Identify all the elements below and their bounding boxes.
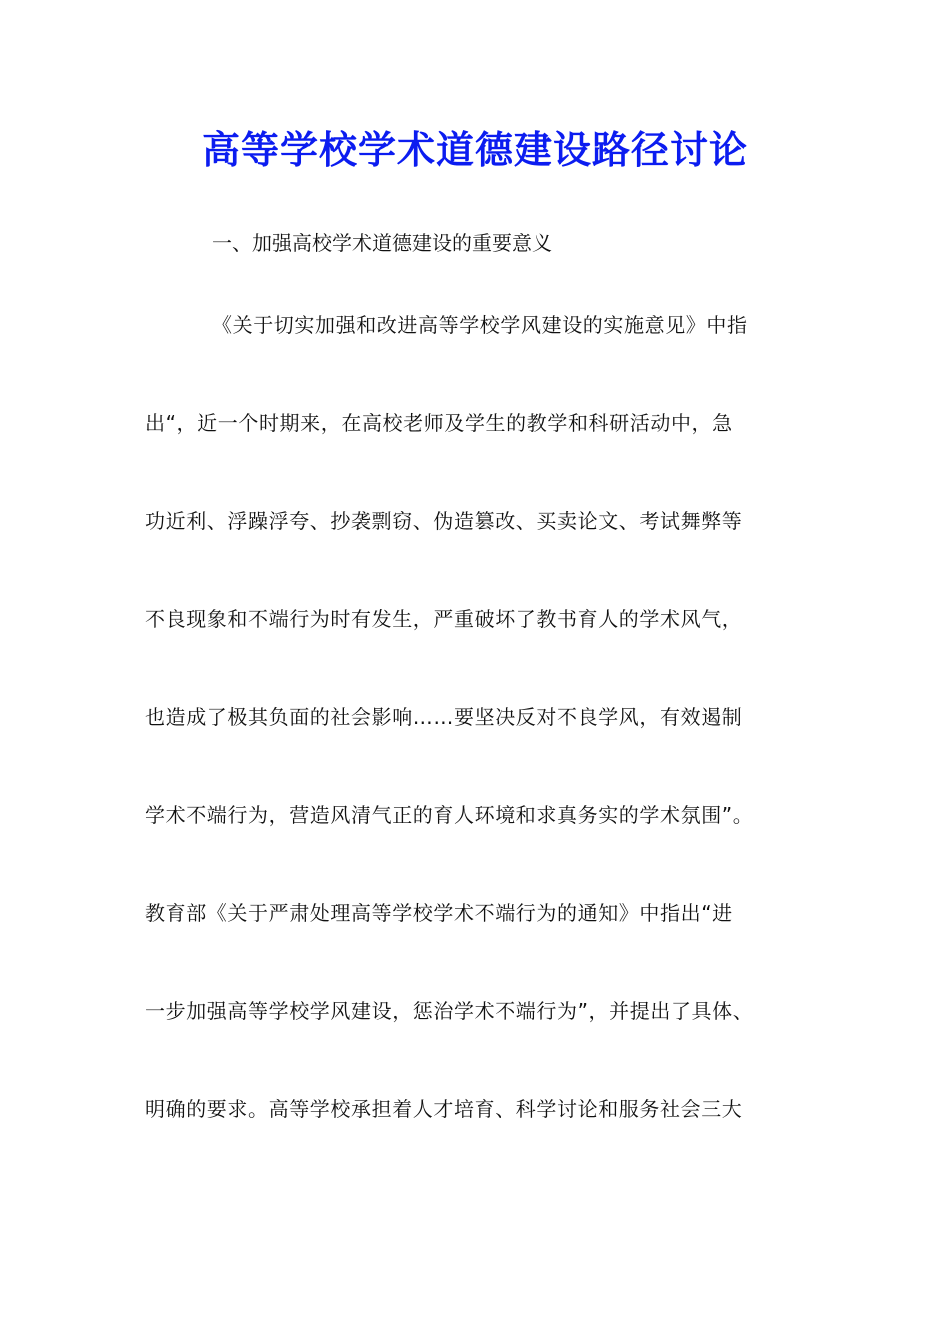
paragraph-line: 也造成了极其负面的社会影响……要坚决反对不良学风，有效遏制 — [145, 705, 743, 729]
paragraph-line: 明确的要求。高等学校承担着人才培育、科学讨论和服务社会三大 — [145, 1097, 743, 1121]
paragraph-line: 教育部《关于严肃处理高等学校学术不端行为的通知》中指出“进 — [145, 901, 733, 925]
section-heading: 一、加强高校学术道德建设的重要意义 — [212, 231, 552, 255]
paragraph-line: 学术不端行为，营造风清气正的育人环境和求真务实的学术氛围”。 — [145, 803, 754, 827]
paragraph-line: 《关于切实加强和改进高等学校学风建设的实施意见》中指 — [212, 313, 748, 337]
paragraph-line: 一步加强高等学校学风建设，惩治学术不端行为”，并提出了具体、 — [145, 999, 754, 1023]
paragraph-line: 出“，近一个时期来，在高校老师及学生的教学和科研活动中，急 — [145, 411, 733, 435]
paragraph-line: 不良现象和不端行为时有发生，严重破坏了教书育人的学术风气， — [145, 607, 743, 631]
document-title: 高等学校学术道德建设路径讨论 — [201, 127, 748, 172]
paragraph-line: 功近利、浮躁浮夸、抄袭剽窃、伪造篡改、买卖论文、考试舞弊等 — [145, 509, 743, 533]
